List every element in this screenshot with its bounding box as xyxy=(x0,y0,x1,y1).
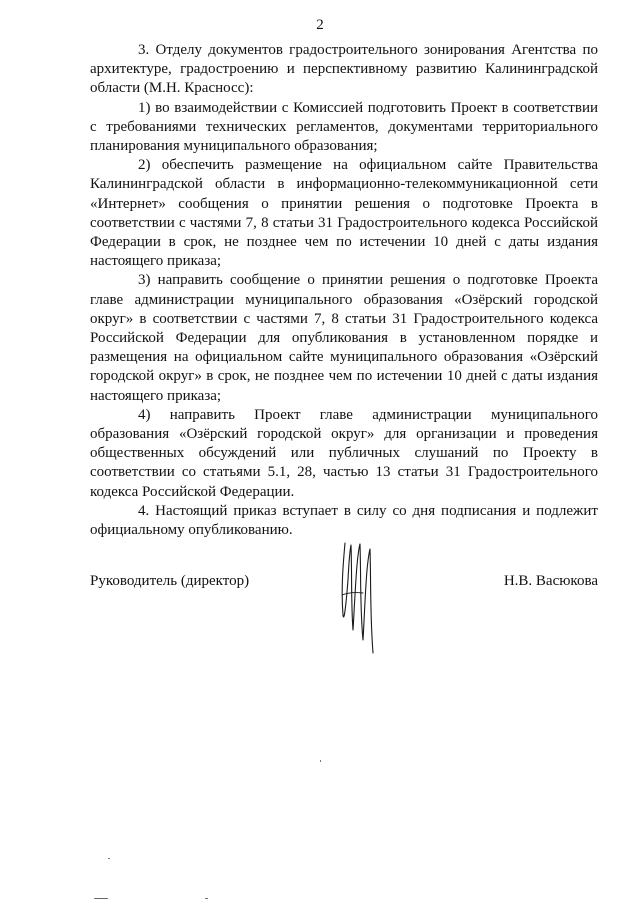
subparagraph-1: 1) во взаимодействии с Комиссией подготовить Проект в соответствии с требованиями технических регламентов, документами территориального планирования муниципального образования; xyxy=(90,99,598,155)
scan-speck xyxy=(205,898,208,899)
scan-speck xyxy=(108,858,110,859)
signer-name: Н.В. Васюкова xyxy=(503,573,598,589)
scan-speck xyxy=(320,760,321,762)
paragraph-item-4: 4. Настоящий приказ вступает в силу со дня подписания и подлежит официальному опубликованию. xyxy=(90,502,598,539)
handwritten-signature xyxy=(333,535,383,660)
subparagraph-3: 3) направить сообщение о принятии решения о подготовке Проекта главе администрации муниципального образования «Озёрский городской округ» в соответствии с частями 7, 8 статьи 31 Градостроительного кодекса Российской Федерации для опубликования в установленном порядке и размещения на официальном сайте муниципального образования «Озёрский городской округ» в срок, не позднее чем по истечении 10 дней с даты издания настоящего приказа; xyxy=(90,272,598,404)
subparagraph-2: 2) обеспечить размещение на официальном сайте Правительства Калининградской области в информационно-телекоммуникационной сети «Интернет» сообщения о принятии решения о подготовке Проекта в соответствии с частями 7, 8 статьи 31 Градостроительного кодекса Российской Федерации в срок, не позднее чем по истечении 10 дней с даты издания настоящего приказа; xyxy=(90,157,598,270)
scan-speck xyxy=(94,898,108,899)
document-body xyxy=(90,41,598,540)
subparagraph-4: 4) направить Проект главе администрации муниципального образования «Озёрский городской округ» для организации и проведения общественных обсуждений или публичных слушаний по Проекту в соответствии со статьями 5.1, 28, частью 13 статьи 31 Градостроительного кодекса Российской Федерации. xyxy=(90,406,598,500)
paragraph-item-3: 3. Отделу документов градостроительного зонирования Агентства по архитектуре, градостроению и перспективному развитию Калининградской области (М.Н. Красносс): xyxy=(90,42,598,97)
page-number: 2 xyxy=(316,17,324,33)
signer-title: Руководитель (директор) xyxy=(90,573,250,589)
